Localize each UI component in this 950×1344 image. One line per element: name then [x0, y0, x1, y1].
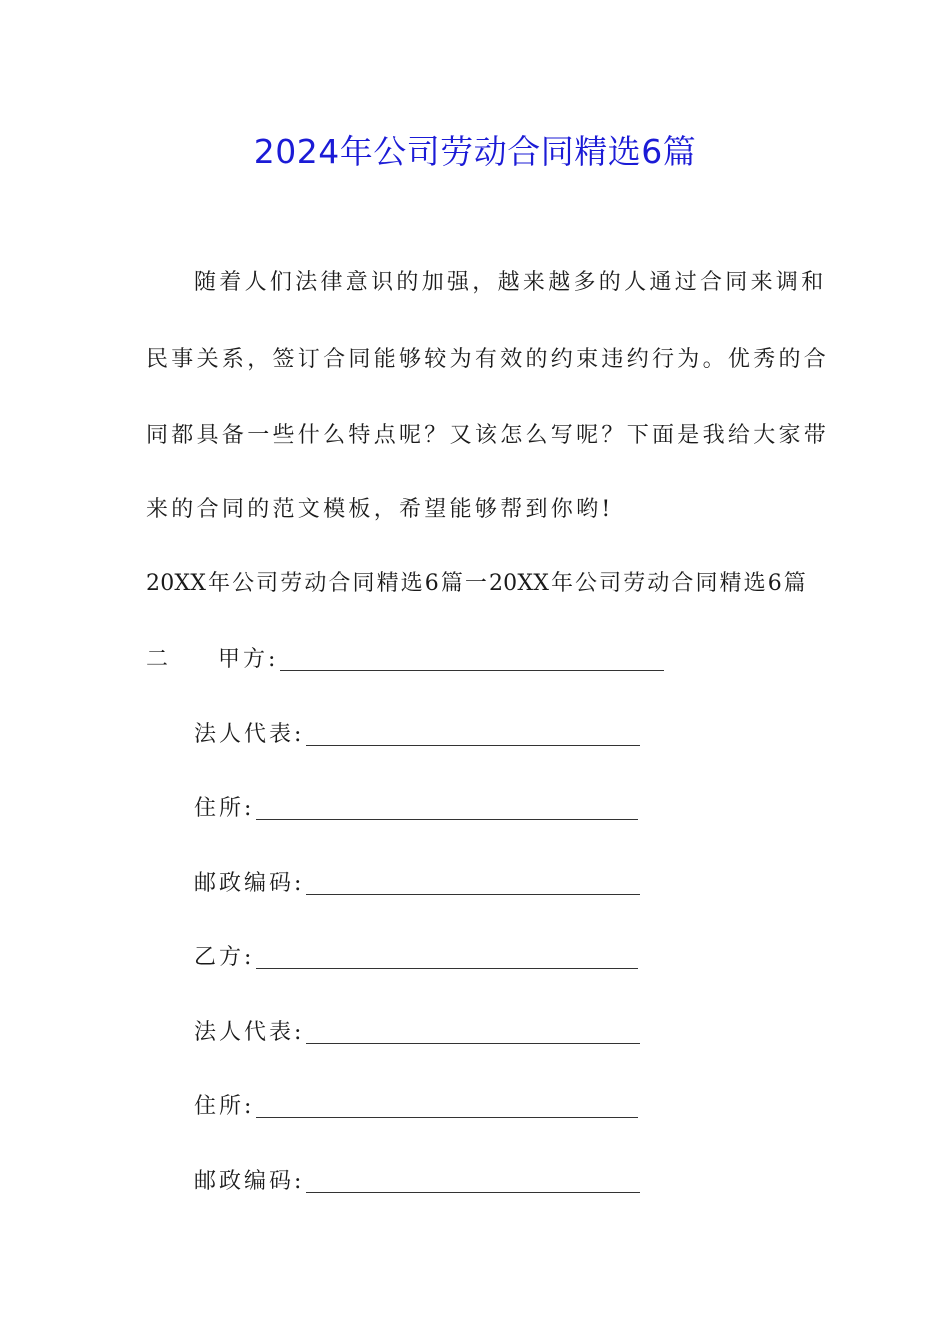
party-a-address-field — [194, 794, 638, 824]
party-a-field — [218, 645, 664, 675]
party-b-address-blank[interactable] — [256, 1095, 638, 1118]
party-b-zip-label: 邮政编码: — [194, 1169, 305, 1194]
party-b-zip-field — [194, 1167, 640, 1197]
party-a-blank[interactable] — [280, 648, 664, 671]
toc-line: 20XX年公司劳动合同精选6篇一20XX年公司劳动合同精选6篇 — [146, 571, 806, 596]
party-b-rep-blank[interactable] — [306, 1021, 640, 1044]
party-b-field — [194, 943, 638, 973]
intro-line-2: 民事关系，签订合同能够较为有效的约束违约行为。优秀的合 — [146, 347, 830, 372]
party-a-zip-label: 邮政编码: — [194, 871, 305, 896]
party-a-label: 甲方: — [218, 647, 279, 672]
party-a-zip-blank[interactable] — [306, 872, 640, 895]
party-b-rep-label: 法人代表: — [194, 1020, 305, 1045]
party-a-zip-field — [194, 869, 640, 899]
party-a-address-blank[interactable] — [256, 797, 638, 820]
toc-line-continuation: 二 — [146, 647, 169, 672]
party-a-rep-label: 法人代表: — [194, 722, 305, 747]
intro-line-4: 来的合同的范文模板，希望能够帮到你哟! — [146, 497, 614, 522]
intro-line-1: 随着人们法律意识的加强，越来越多的人通过合同来调和 — [194, 270, 827, 295]
party-a-address-label: 住所: — [194, 796, 255, 821]
party-b-blank[interactable] — [256, 946, 638, 969]
party-b-rep-field — [194, 1018, 640, 1048]
party-a-rep-blank[interactable] — [306, 723, 640, 746]
party-b-label: 乙方: — [194, 945, 255, 970]
party-a-rep-field — [194, 720, 640, 750]
party-b-address-label: 住所: — [194, 1094, 255, 1119]
document-title: 2024年公司劳动合同精选6篇 — [253, 132, 697, 171]
party-b-zip-blank[interactable] — [306, 1170, 640, 1193]
party-b-address-field — [194, 1092, 638, 1122]
intro-line-3: 同都具备一些什么特点呢？又该怎么写呢？下面是我给大家带 — [146, 423, 830, 448]
